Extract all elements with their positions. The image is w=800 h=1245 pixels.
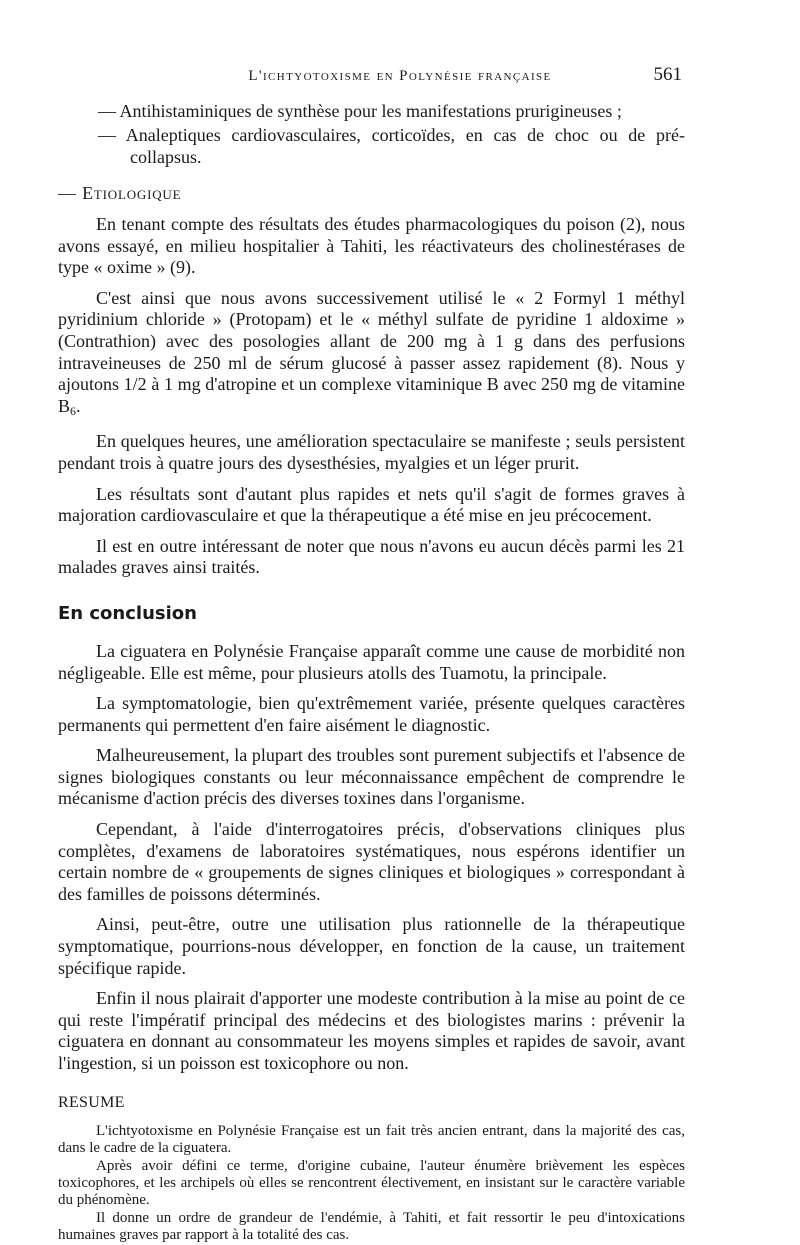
- body-text: [58, 100, 685, 1245]
- paragraph-end-period: .: [76, 395, 81, 416]
- paragraph: Ainsi, peut-être, outre une utilisation plus rationnelle de la thérapeutique symptomatique, pourrions-nous développer, en fonction de la cause, un traitement spécifique rapide.: [58, 914, 685, 978]
- paragraph: La symptomatologie, bien qu'extrêmement variée, présente quelques caractères permanents qui permettent d'en faire aisément le diagnostic.: [58, 693, 685, 735]
- paragraph: Il est en outre intéressant de noter que nous n'avons eu aucun décès parmi les 21 malades graves ainsi traités.: [58, 535, 685, 578]
- paragraph: En quelques heures, une amélioration spectaculaire se manifeste ; seuls persistent pendant trois à quatre jours des dysesthésies, myalgies et un léger prurit.: [58, 431, 685, 473]
- paragraph: Cependant, à l'aide d'interrogatoires précis, d'observations cliniques plus complètes, d'examens de laboratoires systématiques, nous espérons identifier un certain nombre de « groupements de signes cliniques et biologiques » correspondant à des familles de poissons déterminés.: [58, 819, 685, 904]
- running-title: L'ichtyotoxisme en Polynésie française: [248, 68, 552, 84]
- resume-paragraph: Après avoir défini ce terme, d'origine cubaine, l'auteur énumère brièvement les espèces toxicophores, et les archipels où elles se rencontrent électivement, en insistant sur le caractère variable du phénomène.: [58, 1157, 685, 1208]
- page-number: 561: [653, 64, 682, 85]
- paragraph-text: C'est ainsi que nous avons successivement utilisé le « 2 Formyl 1 méthyl pyridinium chloride » (Protopam) et le « méthyl sulfate de pyridine 1 aldoxime » (Contrathion) avec des posologies allant de 200 mg à 1 g dans des perfusions intraveineuses de 250 ml de sérum glucosé à passer assez rapidement (8). Nous y ajoutons 1/2 à 1 mg d'atropine et un complexe vitaminique B avec 250 mg de vitamine B: [58, 287, 685, 416]
- treatment-item-antihistamines: — Antihistaminiques de synthèse pour les manifestations prurigineuses ;: [98, 101, 622, 121]
- paragraph: La ciguatera en Polynésie Française apparaît comme une cause de morbidité non négligeable. Elle est même, pour plusieurs atolls des Tuamotu, la principale.: [58, 640, 685, 683]
- page-header: [0, 62, 800, 92]
- paragraph: Enfin il nous plairait d'apporter une modeste contribution à la mise au point de ce qui reste l'impératif principal des médecins et des biologistes marins : prévenir la ciguatera en donnant au consommateur les moyens simples et rapides de savoir, avant l'ingestion, si un poisson est toxicophore ou non.: [58, 988, 685, 1073]
- resume-paragraph: Il donne un ordre de grandeur de l'endémie, à Tahiti, et fait ressortir le peu d'intoxications humaines graves par rapport à la totalité des cas.: [58, 1209, 685, 1243]
- resume-paragraph: L'ichtyotoxisme en Polynésie Française est un fait très ancien entrant, dans la majorité des cas, dans le cadre de la ciguatera.: [58, 1122, 685, 1156]
- treatment-item-analeptics: — Analeptiques cardiovasculaires, corticoïdes, en cas de choc ou de pré-collapsus.: [98, 125, 685, 167]
- vitamin-subscript: 6: [70, 403, 77, 418]
- paragraph: Les résultats sont d'autant plus rapides et nets qu'il s'agit de formes graves à majoration cardiovasculaire et que la thérapeutique a été mise en jeu précocement.: [58, 483, 685, 526]
- section-heading-conclusion: En conclusion: [58, 602, 197, 624]
- paragraph: En tenant compte des résultats des études pharmacologiques du poison (2), nous avons essayé, en milieu hospitalier à Tahiti, les réactivateurs des cholinestérases de type « oxime » (9).: [58, 214, 685, 278]
- paragraph-treatment-details: [58, 288, 685, 423]
- paragraph: Malheureusement, la plupart des troubles sont purement subjectifs et l'absence de signes biologiques constants ou leur méconnaissance empêchent de comprendre le mécanisme d'action précis des diverses toxines dans l'organisme.: [58, 745, 685, 809]
- section-heading-etiologique: — Etiologique: [58, 183, 182, 203]
- section-heading-resume: RESUME: [58, 1093, 125, 1111]
